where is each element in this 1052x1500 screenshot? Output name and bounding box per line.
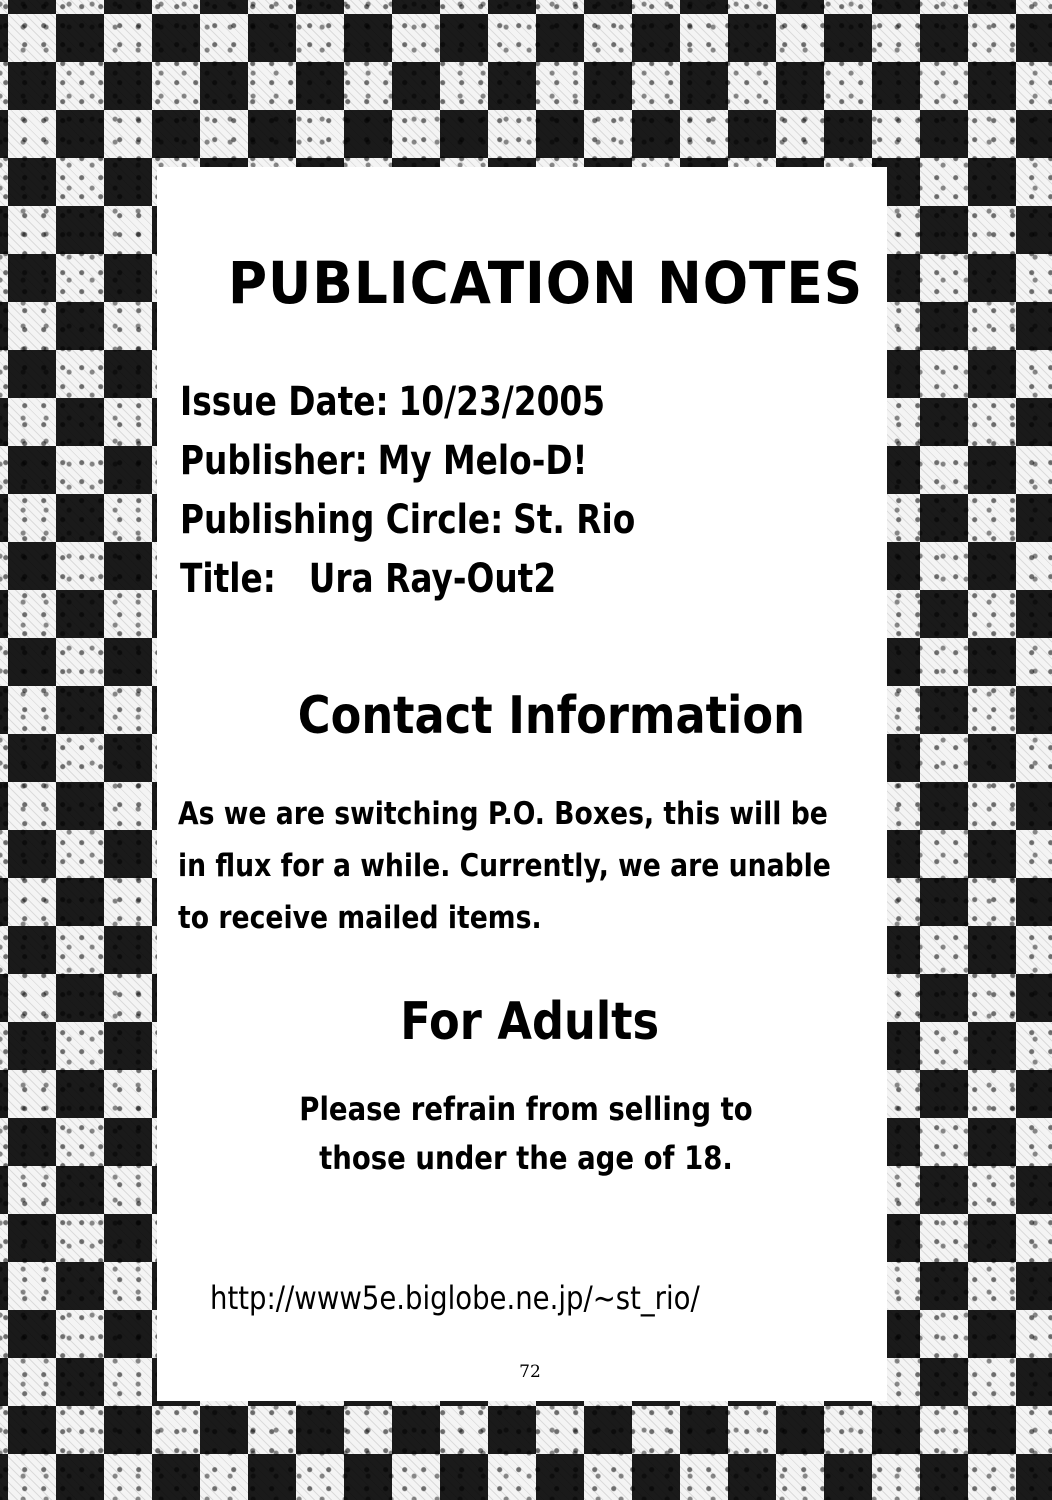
publisher-label: Publisher: <box>180 438 368 484</box>
title-label: Title: <box>180 556 276 602</box>
contact-text <box>178 788 831 944</box>
title-row <box>180 556 705 613</box>
contact-heading: Contact Information <box>297 686 805 746</box>
circle-value: St. Rio <box>513 497 636 543</box>
issue-date-value: 10/23/2005 <box>398 379 606 425</box>
adults-text <box>268 1085 784 1183</box>
publisher-row <box>180 438 705 495</box>
website-link[interactable]: http://www5e.biglobe.ne.jp/~st_rio/ <box>210 1279 700 1317</box>
adults-line: Please refrain from selling to <box>299 1090 753 1128</box>
page-number: 72 <box>519 1362 541 1382</box>
circle-row <box>180 497 705 554</box>
publication-details <box>180 379 820 618</box>
issue-date-row <box>180 379 705 436</box>
title-value: Ura Ray-Out2 <box>308 556 557 602</box>
publisher-value: My Melo-D! <box>377 438 588 484</box>
circle-label: Publishing Circle: <box>180 497 504 543</box>
adults-heading: For Adults <box>400 992 660 1052</box>
contact-line: in flux for a while. Currently, we are unable <box>178 848 831 884</box>
content-panel <box>160 170 884 1398</box>
contact-line: to receive mailed items. <box>178 900 542 936</box>
adults-line: those under the age of 18. <box>319 1139 733 1177</box>
page-title: PUBLICATION NOTES <box>228 249 864 317</box>
contact-line: As we are switching P.O. Boxes, this will be <box>178 796 828 832</box>
issue-date-label: Issue Date: <box>180 379 389 425</box>
